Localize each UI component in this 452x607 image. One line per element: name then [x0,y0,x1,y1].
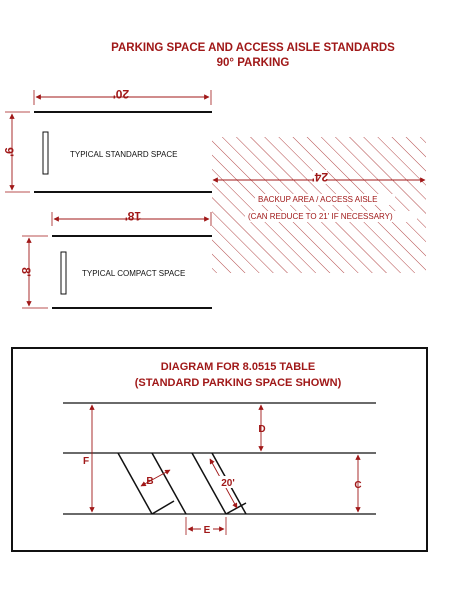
aisle-width-label: 24' [311,170,329,184]
std-length-label: 20' [112,87,130,101]
diagram-title: DIAGRAM FOR 8.0515 TABLE [160,361,316,373]
std-space-label: TYPICAL STANDARD SPACE [70,150,178,159]
std-width-label: 9' [2,147,16,157]
label-d: D [258,424,266,435]
cmp-width-label: 8' [19,267,33,277]
aisle-note: (CAN REDUCE TO 21' IF NECESSARY) [248,212,393,221]
compact-space [19,209,212,308]
page-title: PARKING SPACE AND ACCESS AISLE STANDARDS [111,42,395,54]
stall-line-2 [152,453,186,514]
diagram-subtitle: (STANDARD PARKING SPACE SHOWN) [134,377,342,389]
label-stall-length: 20' [221,478,235,489]
label-c: C [354,480,362,491]
diagram-8-0515 [12,348,427,551]
cmp-space-label: TYPICAL COMPACT SPACE [82,269,186,278]
label-e: E [203,525,211,536]
stall-end-1 [152,501,174,514]
std-wheel-stop [43,132,48,174]
access-aisle [212,137,426,273]
label-b: B [146,476,154,487]
standard-space [2,87,212,192]
aisle-label: BACKUP AREA / ACCESS AISLE [258,195,378,204]
cmp-length-label: 18' [124,209,142,223]
page-subtitle: 90° PARKING [216,57,290,69]
cmp-wheel-stop [61,252,66,294]
label-f: F [82,456,90,467]
